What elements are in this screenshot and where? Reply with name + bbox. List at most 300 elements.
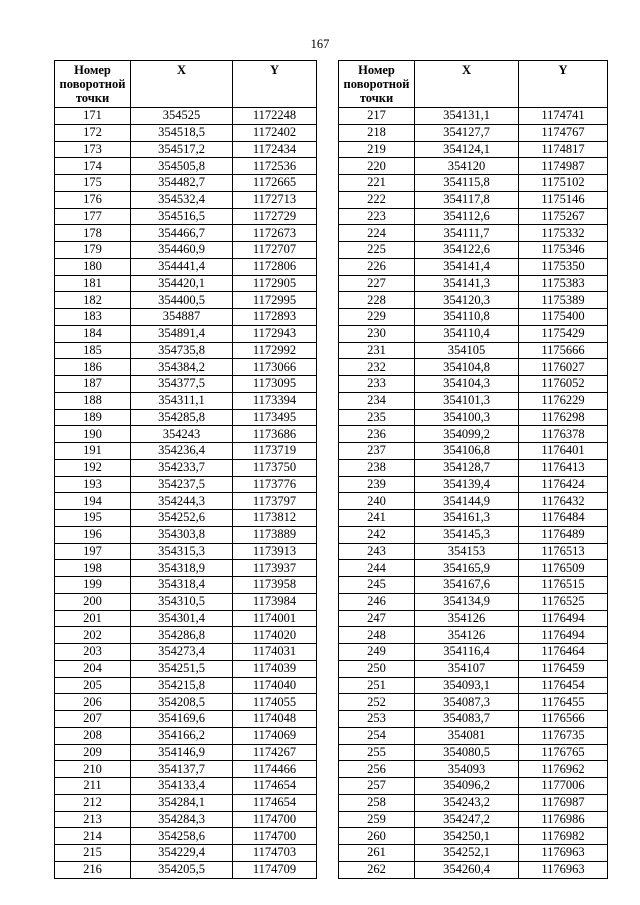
cell-point-number: 232	[339, 359, 415, 376]
cell-point-number: 187	[55, 376, 131, 393]
cell-point-number: 241	[339, 510, 415, 527]
cell-x: 354137,7	[131, 761, 233, 778]
cell-point-number: 217	[339, 108, 415, 125]
cell-y: 1176986	[519, 811, 608, 828]
cell-point-number: 189	[55, 409, 131, 426]
cell-y: 1174069	[233, 727, 317, 744]
table-row	[55, 175, 317, 192]
cell-point-number: 185	[55, 342, 131, 359]
table-row	[55, 845, 317, 862]
table-row	[55, 275, 317, 292]
cell-point-number: 211	[55, 778, 131, 795]
cell-y: 1176052	[519, 376, 608, 393]
cell-x: 354460,9	[131, 242, 233, 259]
cell-point-number: 236	[339, 426, 415, 443]
cell-y: 1173066	[233, 359, 317, 376]
table-row	[55, 359, 317, 376]
table-row	[55, 124, 317, 141]
cell-x: 354167,6	[415, 577, 519, 594]
cell-x: 354110,4	[415, 325, 519, 342]
cell-y: 1174709	[233, 861, 317, 878]
cell-point-number: 208	[55, 727, 131, 744]
cell-point-number: 239	[339, 476, 415, 493]
cell-point-number: 172	[55, 124, 131, 141]
cell-y: 1174055	[233, 694, 317, 711]
cell-x: 354083,7	[415, 711, 519, 728]
cell-y: 1175102	[519, 175, 608, 192]
cell-y: 1173719	[233, 443, 317, 460]
table-row	[339, 577, 608, 594]
cell-y: 1176515	[519, 577, 608, 594]
coordinates-table-right	[338, 60, 608, 879]
cell-point-number: 202	[55, 627, 131, 644]
cell-y: 1175267	[519, 208, 608, 225]
cell-x: 354260,4	[415, 861, 519, 878]
cell-point-number: 215	[55, 845, 131, 862]
cell-x: 354315,3	[131, 543, 233, 560]
cell-y: 1173958	[233, 577, 317, 594]
cell-x: 354106,8	[415, 443, 519, 460]
cell-point-number: 247	[339, 610, 415, 627]
table-row	[55, 526, 317, 543]
table-row	[339, 677, 608, 694]
cell-point-number: 212	[55, 794, 131, 811]
table-row	[55, 409, 317, 426]
cell-point-number: 203	[55, 644, 131, 661]
cell-point-number: 221	[339, 175, 415, 192]
cell-x: 354110,8	[415, 309, 519, 326]
cell-x: 354251,5	[131, 660, 233, 677]
cell-x: 354146,9	[131, 744, 233, 761]
cell-y: 1172402	[233, 124, 317, 141]
table-row	[339, 711, 608, 728]
cell-point-number: 213	[55, 811, 131, 828]
cell-x: 354100,3	[415, 409, 519, 426]
cell-y: 1174700	[233, 811, 317, 828]
cell-x: 354237,5	[131, 476, 233, 493]
cell-y: 1174466	[233, 761, 317, 778]
cell-y: 1177006	[519, 778, 608, 795]
cell-x: 354250,1	[415, 828, 519, 845]
cell-point-number: 256	[339, 761, 415, 778]
table-row	[55, 727, 317, 744]
cell-x: 354145,3	[415, 526, 519, 543]
cell-point-number: 258	[339, 794, 415, 811]
cell-y: 1176509	[519, 560, 608, 577]
cell-y: 1176298	[519, 409, 608, 426]
header-x: X	[415, 61, 519, 108]
cell-point-number: 184	[55, 325, 131, 342]
cell-x: 354115,8	[415, 175, 519, 192]
cell-x: 354105	[415, 342, 519, 359]
cell-point-number: 199	[55, 577, 131, 594]
cell-point-number: 188	[55, 392, 131, 409]
cell-point-number: 252	[339, 694, 415, 711]
cell-y: 1173913	[233, 543, 317, 560]
cell-point-number: 248	[339, 627, 415, 644]
cell-point-number: 228	[339, 292, 415, 309]
cell-point-number: 200	[55, 593, 131, 610]
cell-y: 1176424	[519, 476, 608, 493]
cell-point-number: 205	[55, 677, 131, 694]
cell-y: 1174654	[233, 794, 317, 811]
cell-y: 1176413	[519, 459, 608, 476]
cell-point-number: 234	[339, 392, 415, 409]
table-row	[339, 560, 608, 577]
cell-point-number: 214	[55, 828, 131, 845]
table-row	[55, 644, 317, 661]
cell-y: 1173889	[233, 526, 317, 543]
cell-y: 1172943	[233, 325, 317, 342]
cell-x: 354532,4	[131, 191, 233, 208]
cell-point-number: 180	[55, 258, 131, 275]
cell-x: 354400,5	[131, 292, 233, 309]
cell-y: 1173394	[233, 392, 317, 409]
cell-x: 354124,1	[415, 141, 519, 158]
cell-y: 1174703	[233, 845, 317, 862]
cell-point-number: 250	[339, 660, 415, 677]
cell-x: 354122,6	[415, 242, 519, 259]
cell-x: 354165,9	[415, 560, 519, 577]
cell-y: 1175350	[519, 258, 608, 275]
cell-point-number: 191	[55, 443, 131, 460]
cell-x: 354318,9	[131, 560, 233, 577]
cell-point-number: 176	[55, 191, 131, 208]
table-row	[339, 660, 608, 677]
cell-x: 354233,7	[131, 459, 233, 476]
cell-point-number: 262	[339, 861, 415, 878]
cell-point-number: 244	[339, 560, 415, 577]
table-row	[55, 660, 317, 677]
table-row	[55, 392, 317, 409]
table-row	[339, 359, 608, 376]
cell-point-number: 242	[339, 526, 415, 543]
cell-point-number: 235	[339, 409, 415, 426]
cell-y: 1176378	[519, 426, 608, 443]
cell-y: 1172905	[233, 275, 317, 292]
cell-x: 354208,5	[131, 694, 233, 711]
cell-y: 1175429	[519, 325, 608, 342]
cell-point-number: 227	[339, 275, 415, 292]
table-row	[55, 309, 317, 326]
cell-y: 1176494	[519, 610, 608, 627]
cell-x: 354144,9	[415, 493, 519, 510]
cell-x: 354120,3	[415, 292, 519, 309]
cell-point-number: 175	[55, 175, 131, 192]
cell-y: 1174039	[233, 660, 317, 677]
cell-y: 1174048	[233, 711, 317, 728]
table-row	[339, 627, 608, 644]
cell-x: 354441,4	[131, 258, 233, 275]
cell-point-number: 174	[55, 158, 131, 175]
cell-x: 354384,2	[131, 359, 233, 376]
table-row	[55, 543, 317, 560]
table-row	[339, 309, 608, 326]
cell-x: 354466,7	[131, 225, 233, 242]
cell-x: 354215,8	[131, 677, 233, 694]
cell-y: 1172665	[233, 175, 317, 192]
cell-y: 1172806	[233, 258, 317, 275]
cell-y: 1176765	[519, 744, 608, 761]
table-row	[339, 191, 608, 208]
header-point-number: Номер поворотной точки	[55, 61, 131, 108]
cell-x: 354517,2	[131, 141, 233, 158]
cell-point-number: 225	[339, 242, 415, 259]
cell-point-number: 246	[339, 593, 415, 610]
table-row	[339, 845, 608, 862]
cell-y: 1174031	[233, 644, 317, 661]
cell-point-number: 190	[55, 426, 131, 443]
cell-x: 354080,5	[415, 744, 519, 761]
cell-point-number: 183	[55, 309, 131, 326]
cell-y: 1174020	[233, 627, 317, 644]
table-header-row	[339, 61, 608, 108]
table-row	[339, 727, 608, 744]
table-row	[339, 778, 608, 795]
cell-y: 1176401	[519, 443, 608, 460]
cell-point-number: 255	[339, 744, 415, 761]
table-row	[339, 828, 608, 845]
cell-x: 354258,6	[131, 828, 233, 845]
cell-x: 354243	[131, 426, 233, 443]
cell-point-number: 206	[55, 694, 131, 711]
table-row	[55, 811, 317, 828]
cell-y: 1174817	[519, 141, 608, 158]
cell-y: 1176982	[519, 828, 608, 845]
cell-y: 1175346	[519, 242, 608, 259]
table-row	[339, 342, 608, 359]
cell-y: 1172536	[233, 158, 317, 175]
cell-y: 1173686	[233, 426, 317, 443]
table-row	[339, 325, 608, 342]
cell-y: 1173750	[233, 459, 317, 476]
cell-y: 1175400	[519, 309, 608, 326]
table-row	[55, 610, 317, 627]
cell-x: 354310,5	[131, 593, 233, 610]
cell-x: 354112,6	[415, 208, 519, 225]
table-row	[55, 510, 317, 527]
cell-x: 354518,5	[131, 124, 233, 141]
cell-y: 1174040	[233, 677, 317, 694]
cell-y: 1172673	[233, 225, 317, 242]
cell-point-number: 218	[339, 124, 415, 141]
table-row	[55, 258, 317, 275]
cell-x: 354081	[415, 727, 519, 744]
cell-point-number: 222	[339, 191, 415, 208]
table-row	[339, 459, 608, 476]
table-row	[339, 124, 608, 141]
cell-x: 354516,5	[131, 208, 233, 225]
cell-x: 354133,4	[131, 778, 233, 795]
cell-x: 354134,9	[415, 593, 519, 610]
cell-point-number: 231	[339, 342, 415, 359]
cell-y: 1176963	[519, 845, 608, 862]
table-row	[339, 225, 608, 242]
cell-point-number: 179	[55, 242, 131, 259]
cell-y: 1174987	[519, 158, 608, 175]
table-row	[55, 158, 317, 175]
cell-x: 354126	[415, 610, 519, 627]
cell-point-number: 173	[55, 141, 131, 158]
cell-x: 354116,4	[415, 644, 519, 661]
cell-y: 1176735	[519, 727, 608, 744]
cell-point-number: 182	[55, 292, 131, 309]
cell-point-number: 223	[339, 208, 415, 225]
cell-point-number: 177	[55, 208, 131, 225]
cell-x: 354284,3	[131, 811, 233, 828]
table-row	[55, 459, 317, 476]
cell-x: 354252,6	[131, 510, 233, 527]
table-row	[339, 426, 608, 443]
cell-point-number: 260	[339, 828, 415, 845]
cell-point-number: 210	[55, 761, 131, 778]
cell-x: 354301,4	[131, 610, 233, 627]
table-row	[339, 761, 608, 778]
table-row	[339, 409, 608, 426]
cell-point-number: 181	[55, 275, 131, 292]
table-row	[339, 242, 608, 259]
cell-x: 354887	[131, 309, 233, 326]
cell-point-number: 245	[339, 577, 415, 594]
cell-x: 354525	[131, 108, 233, 125]
cell-point-number: 201	[55, 610, 131, 627]
table-row	[339, 208, 608, 225]
cell-y: 1176962	[519, 761, 608, 778]
table-row	[55, 443, 317, 460]
cell-x: 354377,5	[131, 376, 233, 393]
cell-y: 1175146	[519, 191, 608, 208]
cell-x: 354505,8	[131, 158, 233, 175]
cell-point-number: 249	[339, 644, 415, 661]
cell-x: 354252,1	[415, 845, 519, 862]
table-row	[55, 593, 317, 610]
cell-x: 354104,8	[415, 359, 519, 376]
table-row	[339, 543, 608, 560]
cell-y: 1175389	[519, 292, 608, 309]
header-x: X	[131, 61, 233, 108]
cell-x: 354303,8	[131, 526, 233, 543]
cell-y: 1176464	[519, 644, 608, 661]
table-row	[55, 627, 317, 644]
table-row	[339, 694, 608, 711]
cell-point-number: 257	[339, 778, 415, 795]
cell-point-number: 186	[55, 359, 131, 376]
cell-x: 354420,1	[131, 275, 233, 292]
cell-x: 354093	[415, 761, 519, 778]
cell-x: 354107	[415, 660, 519, 677]
cell-x: 354120	[415, 158, 519, 175]
cell-y: 1172707	[233, 242, 317, 259]
table-row	[55, 577, 317, 594]
table-row	[55, 141, 317, 158]
cell-y: 1176525	[519, 593, 608, 610]
cell-y: 1172995	[233, 292, 317, 309]
table-row	[55, 560, 317, 577]
cell-y: 1174741	[519, 108, 608, 125]
table-row	[339, 493, 608, 510]
cell-point-number: 171	[55, 108, 131, 125]
table-row	[55, 711, 317, 728]
table-row	[55, 225, 317, 242]
cell-y: 1176027	[519, 359, 608, 376]
coordinates-table-left	[54, 60, 317, 879]
table-row	[55, 292, 317, 309]
cell-point-number: 193	[55, 476, 131, 493]
cell-point-number: 224	[339, 225, 415, 242]
header-point-number: Номер поворотной точки	[339, 61, 415, 108]
cell-point-number: 178	[55, 225, 131, 242]
cell-x: 354093,1	[415, 677, 519, 694]
cell-x: 354111,7	[415, 225, 519, 242]
table-row	[339, 593, 608, 610]
table-row	[339, 175, 608, 192]
cell-x: 354284,1	[131, 794, 233, 811]
cell-x: 354141,4	[415, 258, 519, 275]
table-row	[55, 191, 317, 208]
cell-y: 1173984	[233, 593, 317, 610]
table-row	[339, 292, 608, 309]
cell-y: 1174267	[233, 744, 317, 761]
cell-point-number: 197	[55, 543, 131, 560]
cell-point-number: 220	[339, 158, 415, 175]
cell-point-number: 196	[55, 526, 131, 543]
cell-y: 1174700	[233, 828, 317, 845]
cell-x: 354311,1	[131, 392, 233, 409]
table-row	[55, 828, 317, 845]
cell-x: 354891,4	[131, 325, 233, 342]
table-row	[55, 342, 317, 359]
cell-point-number: 204	[55, 660, 131, 677]
cell-x: 354286,8	[131, 627, 233, 644]
table-row	[55, 476, 317, 493]
table-row	[339, 108, 608, 125]
table-row	[55, 376, 317, 393]
cell-point-number: 194	[55, 493, 131, 510]
cell-point-number: 207	[55, 711, 131, 728]
table-row	[339, 811, 608, 828]
cell-point-number: 229	[339, 309, 415, 326]
cell-point-number: 230	[339, 325, 415, 342]
cell-point-number: 219	[339, 141, 415, 158]
cell-y: 1172893	[233, 309, 317, 326]
cell-x: 354104,3	[415, 376, 519, 393]
cell-y: 1176455	[519, 694, 608, 711]
cell-point-number: 195	[55, 510, 131, 527]
cell-x: 354169,6	[131, 711, 233, 728]
table-body-left	[55, 108, 317, 879]
table-row	[339, 376, 608, 393]
header-y: Y	[233, 61, 317, 108]
cell-y: 1172434	[233, 141, 317, 158]
table-row	[339, 526, 608, 543]
cell-x: 354735,8	[131, 342, 233, 359]
cell-x: 354247,2	[415, 811, 519, 828]
table-row	[55, 778, 317, 795]
table-row	[339, 275, 608, 292]
cell-point-number: 261	[339, 845, 415, 862]
cell-x: 354099,2	[415, 426, 519, 443]
table-row	[55, 744, 317, 761]
cell-point-number: 233	[339, 376, 415, 393]
table-row	[55, 694, 317, 711]
table-row	[55, 242, 317, 259]
cell-x: 354153	[415, 543, 519, 560]
cell-point-number: 240	[339, 493, 415, 510]
cell-x: 354236,4	[131, 443, 233, 460]
table-row	[339, 476, 608, 493]
cell-x: 354117,8	[415, 191, 519, 208]
cell-y: 1176229	[519, 392, 608, 409]
